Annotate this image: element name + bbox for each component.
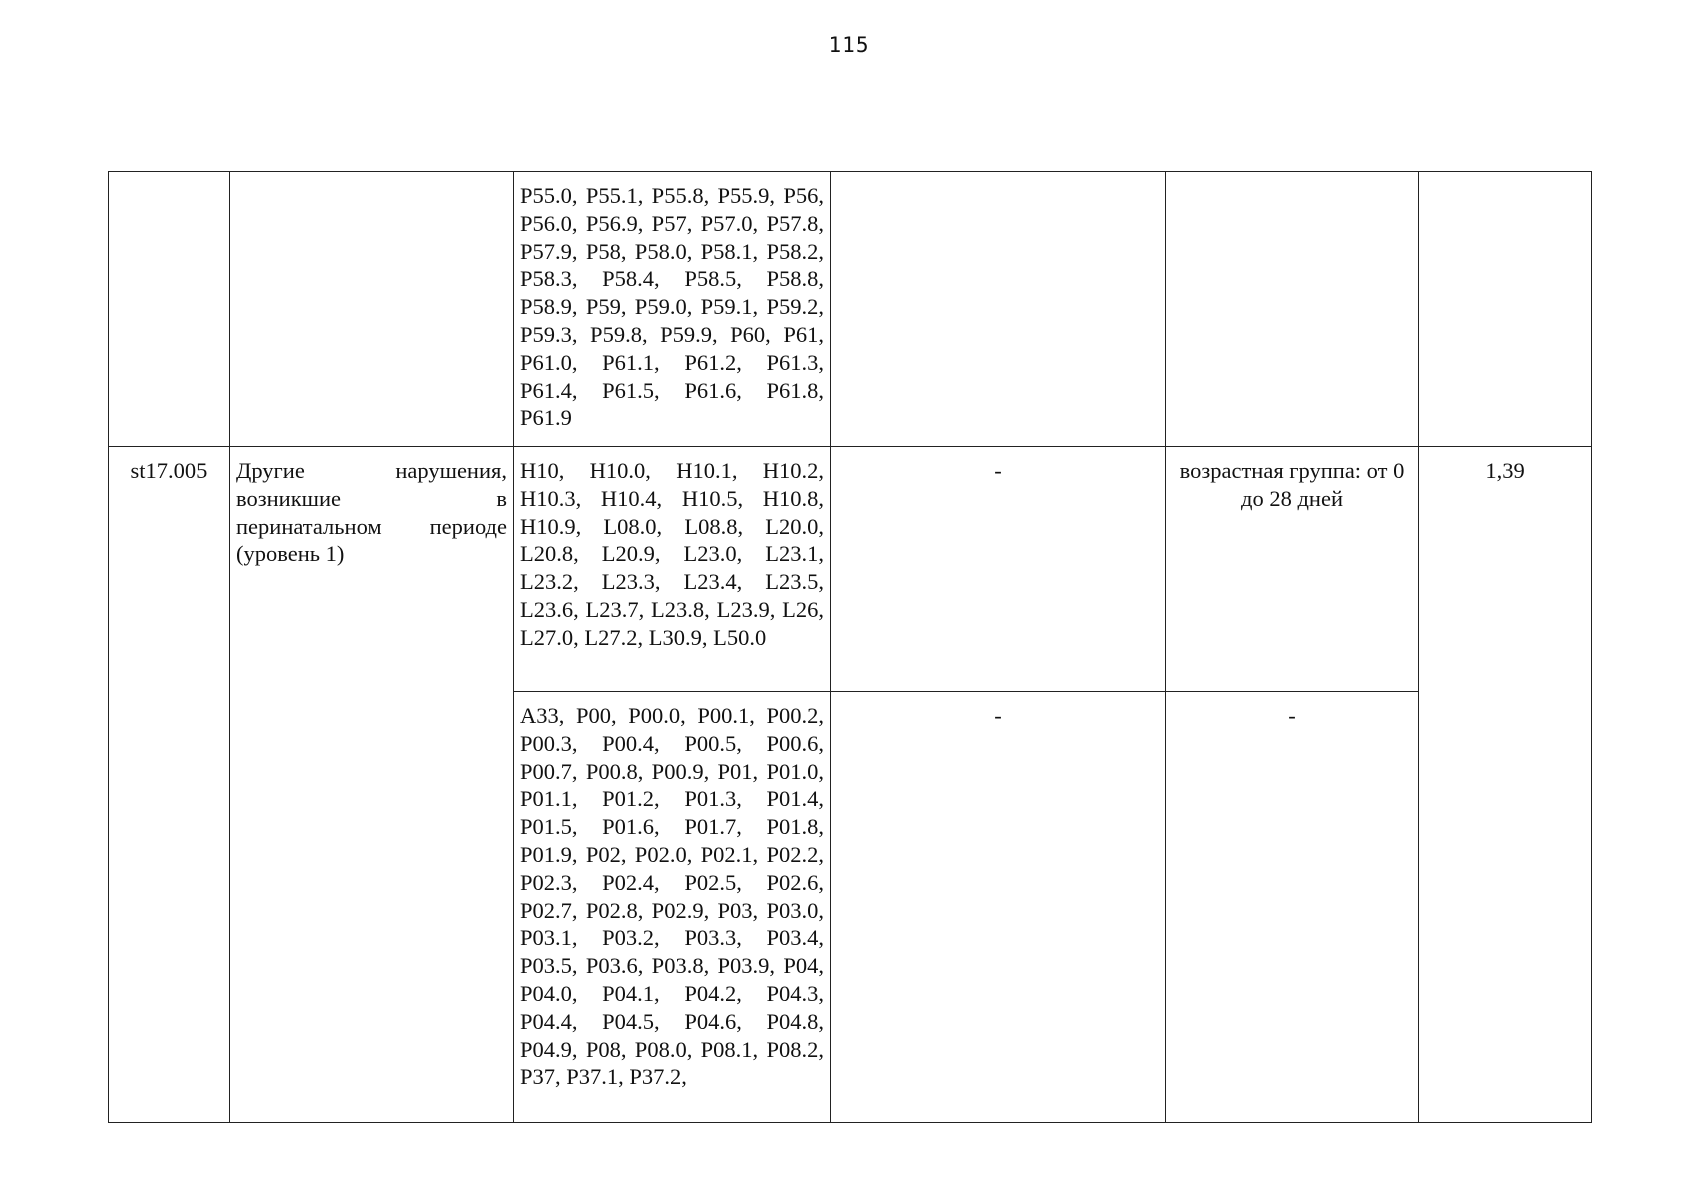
service-codes-cell [831, 172, 1166, 447]
ksg-code: st17.005 [130, 458, 208, 483]
other-criteria-cell [1166, 692, 1419, 1123]
diagnosis-codes: A33, P00, P00.0, P00.1, P00.2, P00.3, P00.4, P00.5, P00.6, P00.7, P00.8, P00.9, P01, P01.0, P01.1, P01.2, P01.3, P01.4, P01.5, P01.6, P01.7, P01.8, P01.9, P02, P02.0, P02.1, P02.2, P02.3, P02.4, P02.5, P02.6, P02.7, P02.8, P02.9, P03, P03.0, P03.1, P03.2, P03.3, P03.4, P03.5, P03.6, P03.8, P03.9, P04, P04.0, P04.1, P04.2, P04.3, P04.4, P04.5, P04.6, P04.8, P04.9, P08, P08.0, P08.1, P08.2, P37, P37.1, P37.2, [520, 703, 824, 1090]
diagnosis-codes: H10, H10.0, H10.1, H10.2, H10.3, H10.4, H10.5, H10.8, H10.9, L08.0, L08.8, L20.0, L20.8, L20.9, L23.0, L23.1, L23.2, L23.3, L23.4, L23.5, L23.6, L23.7, L23.8, L23.9, L26, L27.0, L27.2, L30.9, L50.0 [520, 458, 824, 650]
table-row [109, 447, 1592, 692]
coefficient-cell [1419, 447, 1592, 1123]
other-criteria: возрастная группа: от 0 до 28 дней [1179, 458, 1405, 511]
ksg-code-cell [109, 447, 230, 1123]
diagnosis-codes-cell [514, 172, 831, 447]
other-criteria: - [1288, 703, 1296, 728]
coefficient-cell [1419, 172, 1592, 447]
other-criteria-cell [1166, 172, 1419, 447]
ksg-name-cell [230, 172, 514, 447]
ksg-name-cell [230, 447, 514, 1123]
diagnosis-codes-cell [514, 692, 831, 1123]
diagnosis-codes: P55.0, P55.1, P55.8, P55.9, P56, P56.0, P56.9, P57, P57.0, P57.8, P57.9, P58, P58.0, P58.1, P58.2, P58.3, P58.4, P58.5, P58.8, P58.9, P59, P59.0, P59.1, P59.2, P59.3, P59.8, P59.9, P60, P61, P61.0, P61.1, P61.2, P61.3, P61.4, P61.5, P61.6, P61.8, P61.9 [520, 183, 824, 431]
service-codes: - [994, 703, 1002, 728]
ksg-code-cell [109, 172, 230, 447]
page-number: 115 [828, 33, 870, 57]
ksg-name: Другие нарушения, возникшие в перинатальном периоде (уровень 1) [236, 458, 507, 567]
service-codes-cell [831, 692, 1166, 1123]
diagnosis-codes-cell [514, 447, 831, 692]
coefficient: 1,39 [1485, 458, 1525, 483]
tariff-table [108, 171, 1592, 1123]
service-codes: - [994, 458, 1002, 483]
service-codes-cell [831, 447, 1166, 692]
other-criteria-cell [1166, 447, 1419, 692]
table-row [109, 172, 1592, 447]
